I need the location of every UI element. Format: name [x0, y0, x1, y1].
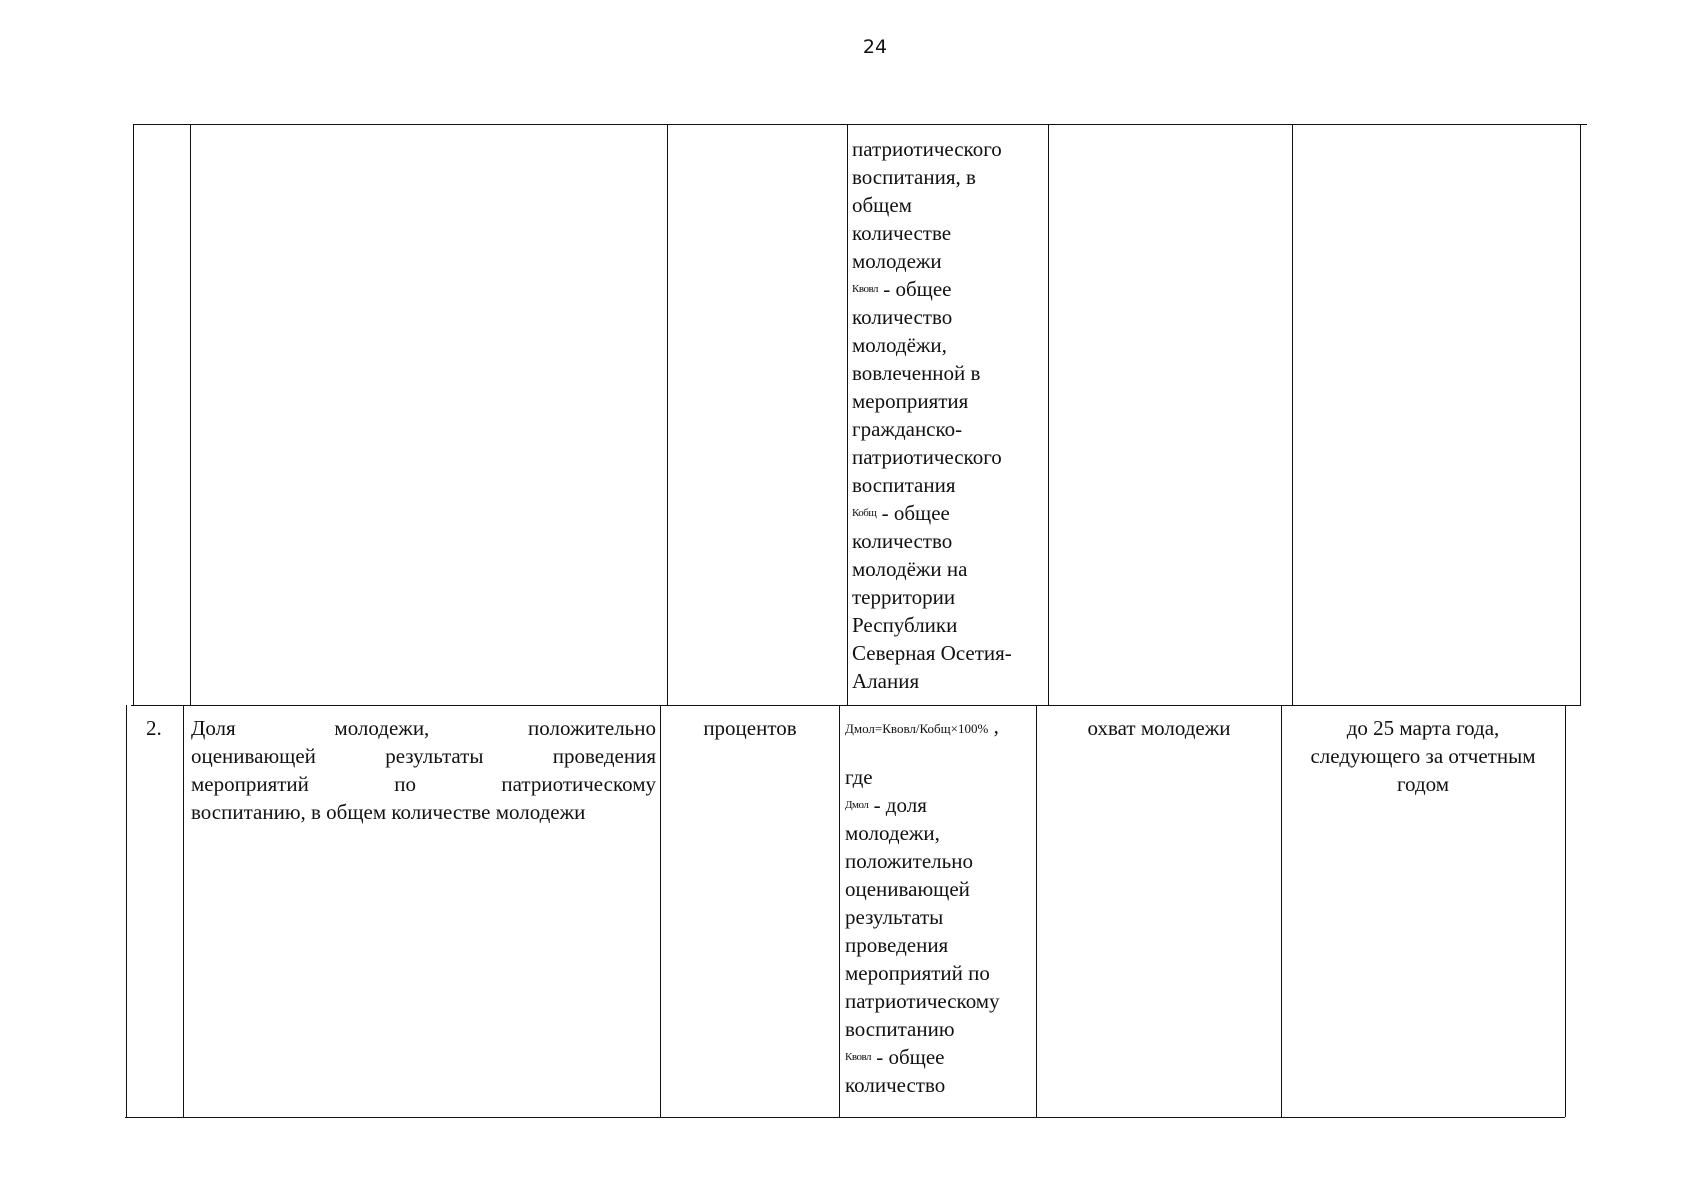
page-number: 24 — [862, 36, 888, 58]
row1-calculation-method — [852, 135, 1042, 695]
k-vovl-symbol: Квовл — [845, 1051, 871, 1063]
row1-k-obsh-definition — [852, 499, 1042, 695]
row2-indicator-name — [191, 714, 656, 826]
formula-comma: , — [993, 714, 999, 738]
row2-number: 2. — [146, 716, 162, 740]
row2-data-source: охват молодежи — [1087, 716, 1231, 740]
indicator-line-2: оценивающей результаты проведения — [191, 744, 656, 768]
row1-k-vovl-definition — [852, 275, 1042, 499]
formula — [845, 712, 1035, 743]
k-obsh-description: - общее количество молодёжи на территории Республики Северная Осетия- Алания — [852, 501, 1012, 693]
d-mol-definition — [845, 791, 1035, 1043]
k-vovl-symbol: Квовл — [852, 283, 878, 295]
row2-unit: процентов — [703, 716, 797, 740]
indicator-line-3: мероприятий по патриотическому — [191, 772, 656, 796]
k-obsh-symbol: Кобщ — [852, 507, 877, 519]
where-label: где — [845, 765, 873, 789]
row2-k-vovl-definition — [845, 1043, 1035, 1099]
indicator-line-1: Доля молодежи, положительно — [191, 716, 656, 740]
k-vovl-description: - общее количество — [845, 1045, 946, 1097]
row2-deadline: до 25 марта года, следующего за отчетным годом — [1310, 716, 1536, 796]
d-mol-symbol: Дмол — [845, 799, 869, 811]
indicator-line-4: воспитанию, в общем количестве молодежи — [191, 800, 586, 824]
row1-method-text: патриотического воспитания, в общем количестве молодежи — [852, 137, 1002, 273]
formula-text: Дмол=Квовл/Кобщ×100% — [845, 721, 989, 736]
k-vovl-description: - общее количество молодёжи, вовлеченной в мероприятия гражданско- патриотического воспитания — [852, 277, 1002, 497]
d-mol-description: - доля молодежи, положительно оценивающей результаты проведения мероприятий по патриотическому воспитанию — [845, 793, 1000, 1041]
row2-calculation-method — [845, 712, 1035, 1099]
